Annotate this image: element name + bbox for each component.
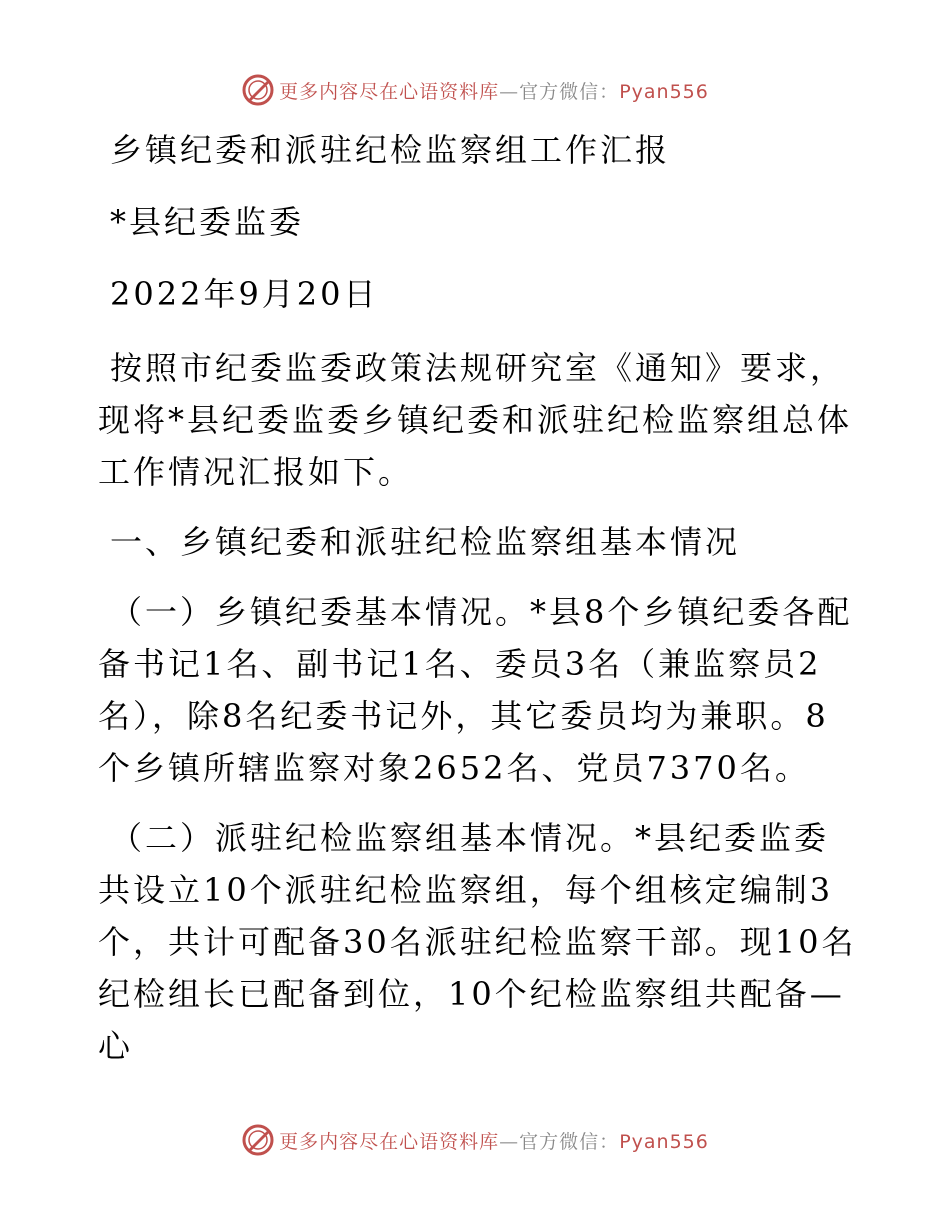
watermark-separator: — [499, 1130, 520, 1153]
quill-circle-icon [241, 73, 275, 107]
watermark-header [0, 70, 950, 110]
watermark-main: 更多内容尽在心语资料库 [279, 80, 500, 103]
watermark-text [279, 77, 709, 104]
document-title: 乡镇纪委和派驻纪检监察组工作汇报 [110, 131, 671, 169]
intro-paragraph: 按照市纪委监委政策法规研究室《通知》要求，现将*县纪委监委乡镇纪委和派驻纪检监察组总体工作情况汇报如下。 [98, 349, 853, 491]
watermark-main: 更多内容尽在心语资料库 [279, 1130, 500, 1153]
document-date: 2022年9月20日 [110, 275, 379, 313]
watermark-label: 官方微信： [519, 1130, 620, 1153]
document-body [98, 120, 858, 1072]
document-organization: *县纪委监委 [110, 203, 305, 241]
watermark-text [279, 1127, 709, 1154]
section-heading-1: 一、乡镇纪委和派驻纪检监察组基本情况 [110, 523, 741, 561]
watermark-account: Pyan556 [619, 80, 709, 103]
watermark-label: 官方微信： [519, 80, 620, 103]
watermark-account: Pyan556 [619, 1130, 709, 1153]
section-paragraph-2: （二）派驻纪检监察组基本情况。*县纪委监委共设立10个派驻纪检监察组，每个组核定编制3个，共计可配备30名派驻纪检监察干部。现10名纪检组长已配备到位，10个纪检监察组共配备—心 [98, 819, 857, 1065]
section-paragraph-1: （一）乡镇纪委基本情况。*县8个乡镇纪委各配备书记1名、副书记1名、委员3名（兼监察员2名），除8名纪委书记外，其它委员均为兼职。8个乡镇所辖监察对象2652名、党员7370名。 [98, 593, 853, 787]
watermark-footer [0, 1120, 950, 1160]
watermark-separator: — [499, 80, 520, 103]
quill-circle-icon [241, 1123, 275, 1157]
